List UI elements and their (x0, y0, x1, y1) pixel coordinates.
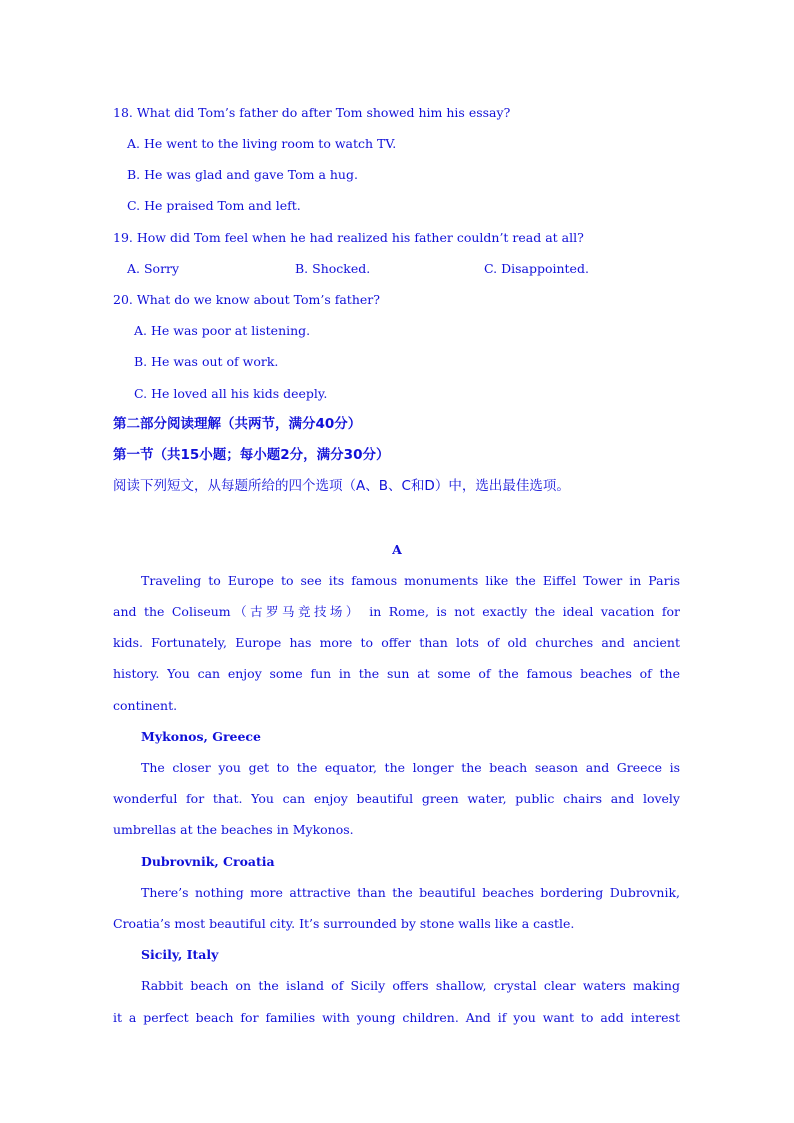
intro-line-5: continent. (113, 698, 178, 713)
sicily-line-2: it a perfect beach for families with young children. And if you want to add interest (113, 1010, 680, 1025)
option-18-b: B. He was glad and gave Tom a hug. (127, 167, 358, 182)
part-title: 第一节（共15小题；每小题2分，满分30分） (113, 447, 390, 463)
question-18: 18. What did Tom’s father do after Tom showed him his essay? (113, 105, 511, 120)
question-19: 19. How did Tom feel when he had realized his father couldn’t read at all? (113, 230, 584, 245)
option-19-c: C. Disappointed. (484, 261, 589, 276)
heading-dubrovnik: Dubrovnik, Croatia (141, 854, 275, 869)
dubrovnik-line-2: Croatia’s most beautiful city. It’s surrounded by stone walls like a castle. (113, 916, 575, 931)
option-18-a: A. He went to the living room to watch TV. (127, 136, 397, 151)
intro-line-2: and the Coliseum（古罗马竞技场） in Rome, is not exactly the ideal vacation for (113, 604, 680, 619)
question-20: 20. What do we know about Tom’s father? (113, 292, 380, 307)
heading-mykonos: Mykonos, Greece (141, 729, 261, 744)
passage-label: A (392, 542, 402, 557)
option-20-a: A. He was poor at listening. (134, 323, 311, 338)
mykonos-line-2: wonderful for that. You can enjoy beautiful green water, public chairs and lovely (113, 791, 680, 806)
option-20-c: C. He loved all his kids deeply. (134, 386, 328, 401)
option-19-a: A. Sorry (127, 261, 180, 276)
mykonos-line-1: The closer you get to the equator, the longer the beach season and Greece is (141, 760, 680, 775)
option-20-b: B. He was out of work. (134, 354, 279, 369)
intro-line-3: kids. Fortunately, Europe has more to offer than lots of old churches and ancient (113, 635, 680, 650)
intro-line-4: history. You can enjoy some fun in the sun at some of the famous beaches of the (113, 666, 680, 681)
instructions: 阅读下列短文，从每题所给的四个选项（A、B、C和D）中，选出最佳选项。 (113, 478, 570, 494)
intro-line-1: Traveling to Europe to see its famous monuments like the Eiffel Tower in Paris (141, 573, 680, 588)
sicily-line-1: Rabbit beach on the island of Sicily offers shallow, crystal clear waters making (141, 978, 680, 993)
option-19-b: B. Shocked. (295, 261, 371, 276)
dubrovnik-line-1: There’s nothing more attractive than the beautiful beaches bordering Dubrovnik, (141, 885, 680, 900)
option-18-c: C. He praised Tom and left. (127, 198, 301, 213)
heading-sicily: Sicily, Italy (141, 947, 219, 962)
mykonos-line-3: umbrellas at the beaches in Mykonos. (113, 822, 354, 837)
section-title: 第二部分阅读理解（共两节，满分40分） (113, 416, 362, 432)
